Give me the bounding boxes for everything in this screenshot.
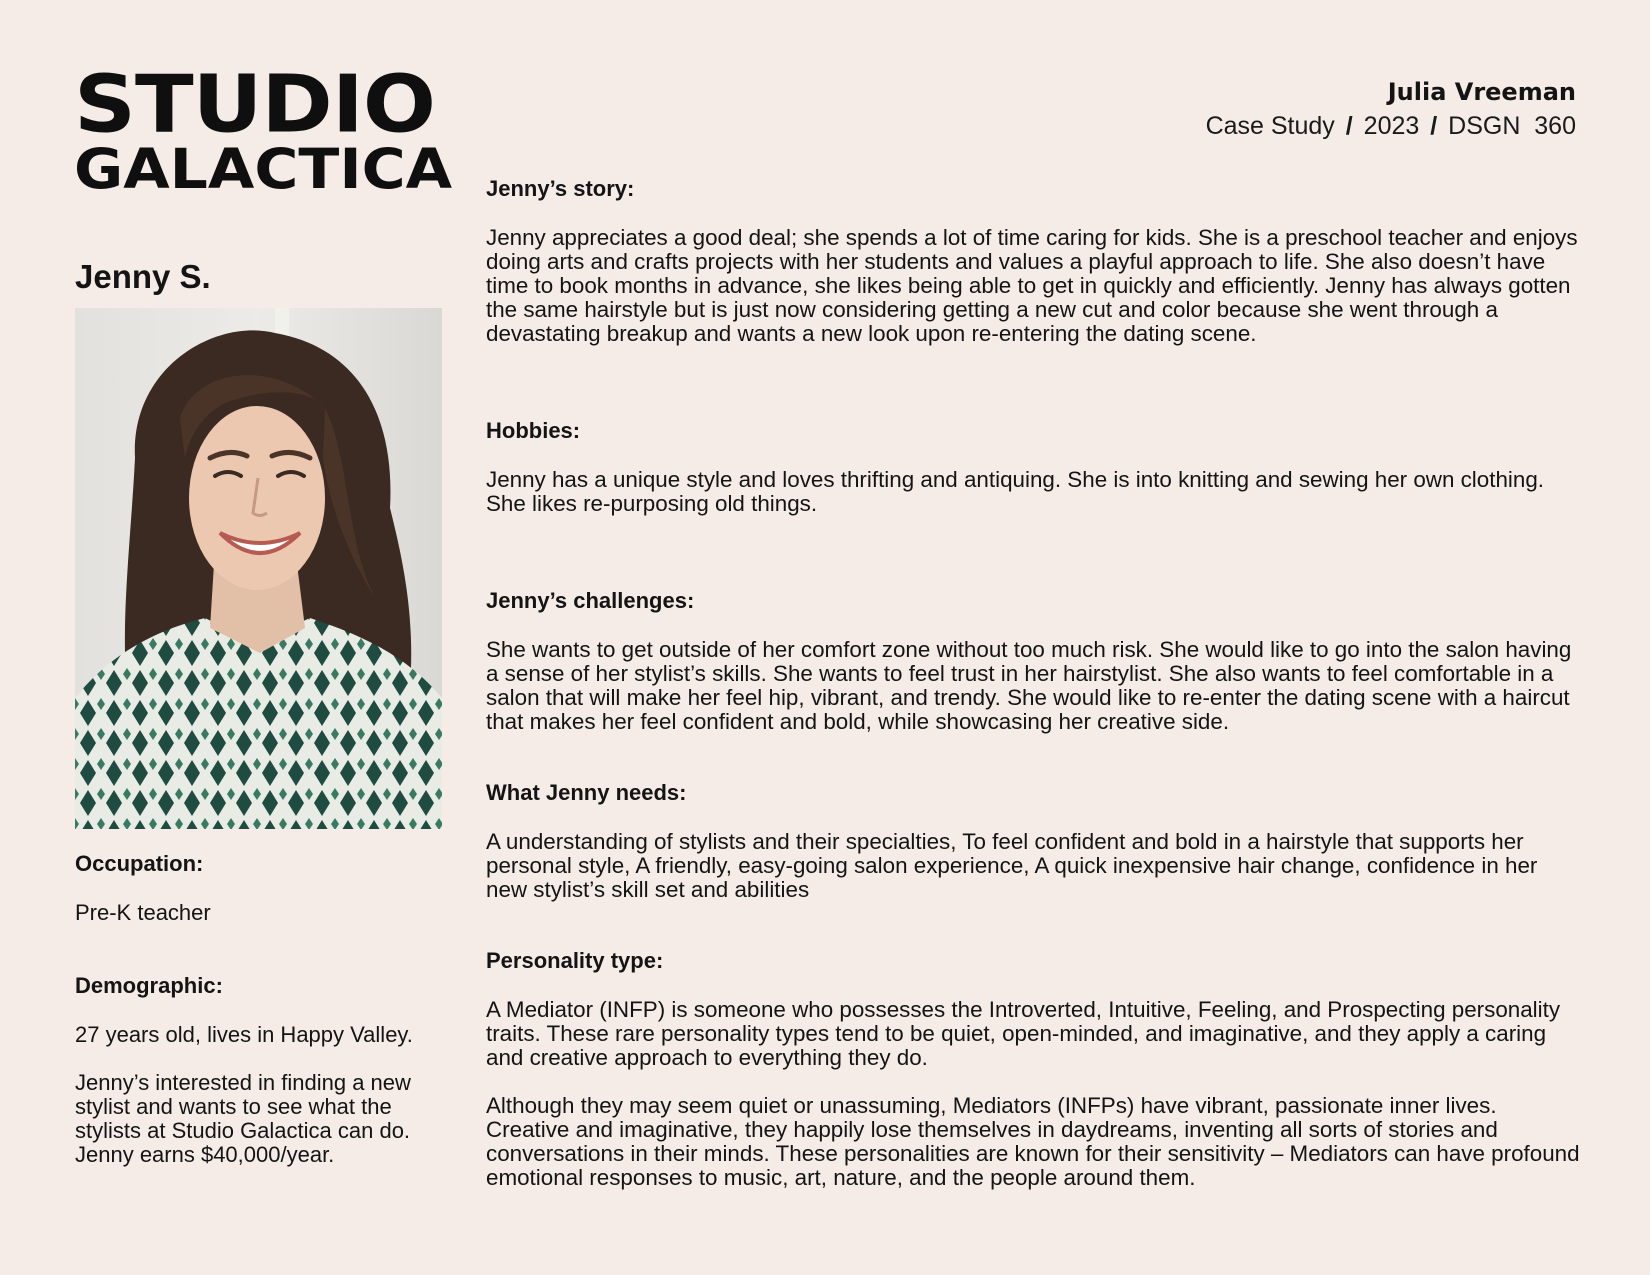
challenges-label: Jenny’s challenges: [486, 588, 695, 613]
personality-label: Personality type: [486, 948, 664, 973]
personality-body-1: A Mediator (INFP) is someone who possesses the Introverted, Intuitive, Feeling, and Prospecting personality traits. These rare personality types tend to be quiet, open-minded, and imaginative, and they apply a caring and creative approach to everything they do. [486, 997, 1561, 1070]
demographic-label: Demographic: [75, 973, 223, 998]
personality-body-2: Although they may seem quiet or unassuming, Mediators (INFPs) have vibrant, passionate inner lives. Creative and imaginative, they happily lose themselves in daydreams, inventing all sorts of stories and conversations in their minds. These personalities are known for their sensitivity – Mediators can have profound emotional responses to music, art, nature, and the people around them. [486, 1093, 1580, 1190]
author-name: Julia Vreeman [1387, 78, 1576, 106]
story-label: Jenny’s story: [486, 176, 635, 201]
persona-name: Jenny S. [75, 258, 211, 295]
personality-section [486, 948, 1581, 1190]
hobbies-section [486, 418, 1581, 516]
story-body: Jenny appreciates a good deal; she spends a lot of time caring for kids. She is a preschool teacher and enjoys doing arts and crafts projects with her students and values a playful approach to life. She also doesn’t have time to book months in advance, she likes being able to get in quickly and efficiently. Jenny has always gotten the same hairstyle but is just now considering getting a new cut and color because she went through a devastating breakup and wants a new look upon re-entering the dating scene. [486, 225, 1578, 346]
occupation-value: Pre-K teacher [75, 900, 211, 925]
meta-separator: / [1430, 112, 1438, 140]
demographic-details: Jenny’s interested in finding a new stylist and wants to see what the stylists at Studio Galactica can do. Jenny earns $40,000/year. [75, 1070, 411, 1167]
studio-galactica-logo [74, 58, 453, 203]
demographic-value: 27 years old, lives in Happy Valley. [75, 1022, 413, 1047]
case-study-meta [1206, 112, 1576, 141]
meta-course: DSGN 360 [1448, 112, 1576, 140]
needs-label: What Jenny needs: [486, 780, 687, 805]
logo-line-2: GALACTICA [74, 138, 453, 203]
persona-photo [75, 308, 442, 829]
meta-case-study: Case Study [1205, 112, 1335, 140]
story-section [486, 176, 1581, 346]
logo-line-1: STUDIO [74, 58, 435, 151]
author-block [1206, 78, 1576, 141]
persona-details [486, 176, 1581, 1190]
hobbies-label: Hobbies: [486, 418, 581, 443]
meta-separator: / [1345, 112, 1353, 140]
occupation-label: Occupation: [75, 851, 204, 876]
needs-section [486, 780, 1581, 902]
meta-year: 2023 [1363, 112, 1420, 140]
challenges-section [486, 588, 1581, 734]
needs-body: A understanding of stylists and their specialties, To feel confident and bold in a hairstyle that supports her personal style, A friendly, easy-going salon experience, A quick inexpensive hair change, confidence in her new stylist’s skill set and abilities [486, 829, 1538, 902]
challenges-body: She wants to get outside of her comfort zone without too much risk. She would like to go into the salon having a sense of her stylist’s skills. She wants to feel trust in her hairstylist. She also wants to feel comfortable in a salon that will make her feel hip, vibrant, and trendy. She would like to re-enter the dating scene with a haircut that makes her feel confident and bold, while showcasing her creative side. [486, 637, 1572, 734]
persona-sidebar [75, 258, 445, 1167]
hobbies-body: Jenny has a unique style and loves thrifting and antiquing. She is into knitting and sewing her own clothing. She likes re-purposing old things. [486, 467, 1545, 516]
